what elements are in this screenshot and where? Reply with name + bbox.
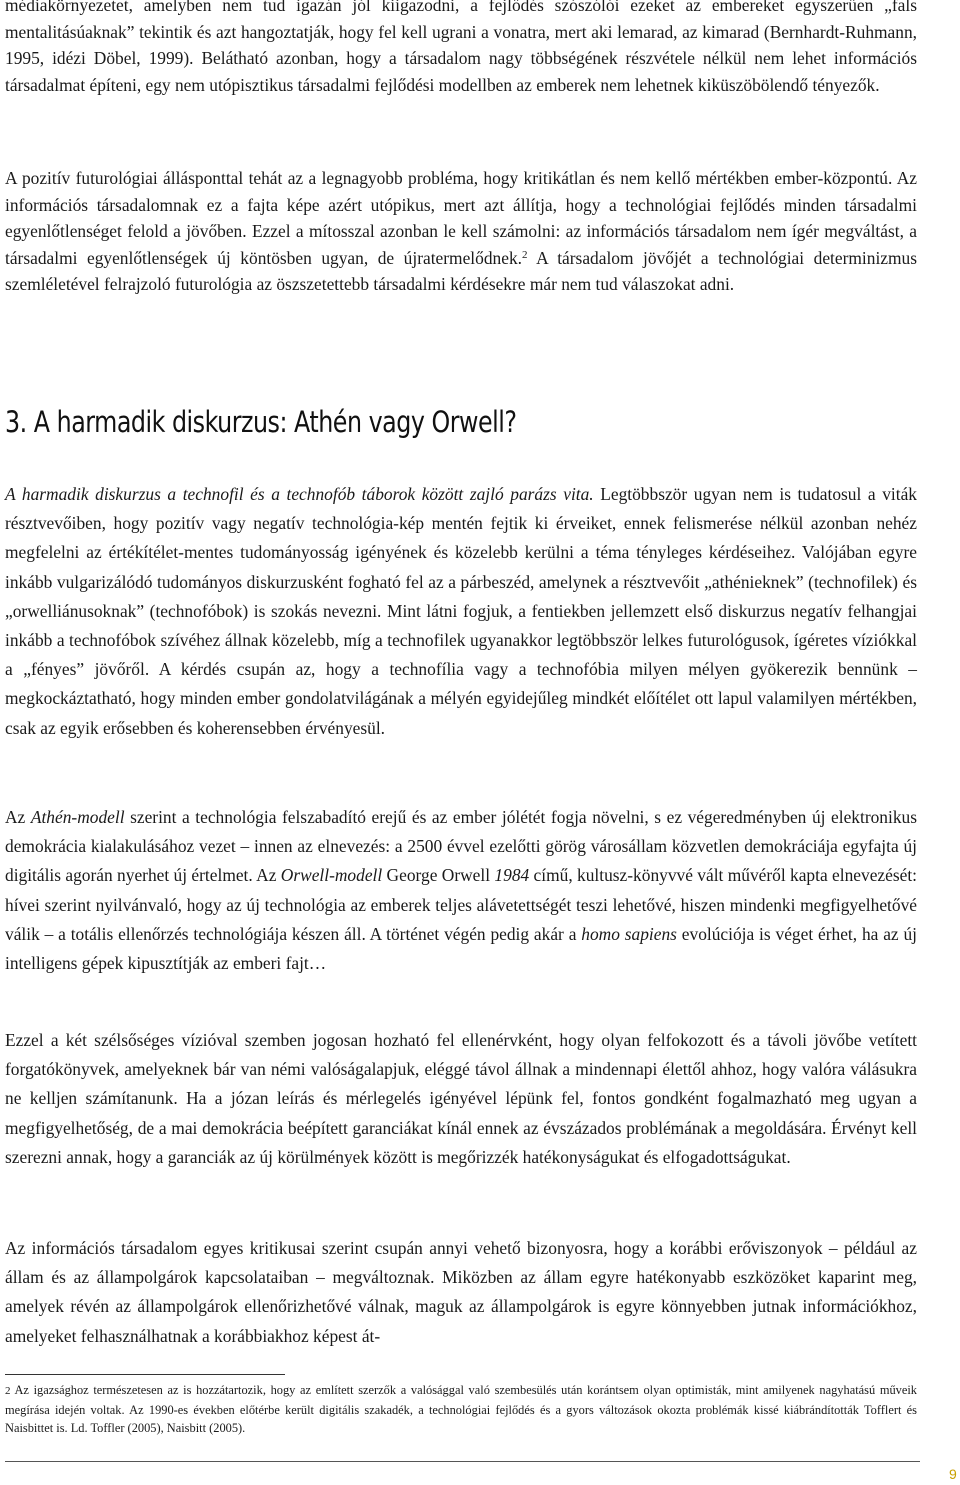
section-heading: 3. A harmadik diskurzus: Athén vagy Orwell? <box>5 405 517 439</box>
paragraph-3-italic-lead: A harmadik diskurzus a technofil és a technofób táborok között zajló parázs vita. <box>5 484 594 504</box>
paragraph-4 <box>5 803 917 978</box>
footnote-reference[interactable]: 2 <box>521 248 528 261</box>
paragraph-4-text-a: Az <box>5 807 31 827</box>
footnote <box>5 1381 917 1438</box>
homo-sapiens-term: homo sapiens <box>581 923 677 944</box>
paragraph-1-text: médiakörnyezetet, amelyben nem tud igazán jól kiigazodni, a fejlődés szószólói ezeket az embereket egyszerűen „fals mentalitásúaknak” tekintik és azt hangoztatják, hogy fel kell ugrani a vonatra, mert aki lemarad, az kimarad (Bernhardt-Ruhmann, 1995, idézi Döbel, 1999). Belátható azonban, hogy a társadalom nagy többségének részvétele nélkül nem lehet információs társadalmat építeni, egy nem utópisztikus társadalmi fejlődési modellben az emberek nem lehetnek kiküszöbölendő tényezők. <box>5 0 917 95</box>
athen-model-term: Athén-modell <box>30 807 125 827</box>
paragraph-5-text: Ezzel a két szélsőséges vízióval szemben jogosan hozható fel ellenérvként, hogy olyan felfokozott és a távoli jövőbe vetített forgatókönyvek, amelyeknek bár van némi valóságalapjuk, eléggé távol állnak a mindennapi élettől ahhoz, hogy valóra válásukra ne kelljen számítanunk. Ha a józan leírás és mérlegelés igényével lépünk fel, fontos gondként fogalmazható meg ugyan a megfigyelhetőség, de a mai demokrácia beépített garanciákat kínál ennek az évszázados problémának a megoldására. Érvényt kell szerezni annak, hogy a garanciák az új körülmények között is megőrizzék hatékonyságukat és elfogadottságukat. <box>5 1030 917 1167</box>
paragraph-2-text-a: A pozitív futurológiai állásponttal tehát az a legnagyobb probléma, hogy kritikátlan és nem kellő mértékben ember-központú. Az információs társadalomnak ez a fajta képe azért utópikus, mert azt állítja, hogy a technológiai fejlődés minden társadalmi egyenlőtlenséget felold a jövőben. Ezzel a mítosszal azonban le kell számolni: az információs társadalom nem ígér megváltást, a társadalmi egyenlőtlenségek új köntösben ugyan, de újratermelődnek. <box>5 168 917 268</box>
footnote-text: Az igazsághoz természetesen az is hozzátartozik, hogy az említett szerzők a valósággal való szembesülés után korántsem olyan optimisták, mint amilyenek nagyhatású műveik megírása idején voltak. Az 1990-es években előtérbe került digitális szakadék, a technológiai fejlődés és a gyors változások okozta problémák kissé kiábrándították Tofflert és Naisbittet is. Ld. Toffler (2005), Naisbitt (2005). <box>5 1383 917 1436</box>
paragraph-4-text-b: szerint a technológia felszabadító erejű és az ember jólétét fogja növelni, s ez végeredményben új elektronikus demokrácia kialakulásához vezet – innen az elnevezés: a 2500 évvel ezelőtti görög városállam közvetlen demokráciája egyfajta új digitális agorán nyerhet új értelmet. Az <box>5 807 917 886</box>
page-number: 9 <box>949 1466 957 1482</box>
paragraph-3-text: Legtöbbször ugyan nem is tudatosul a viták résztvevőiben, hogy pozitív vagy negatív technológia-kép mentén fejtik ki érveiket, ennek felismerése nélkül azonban nehéz megfelelni az értékítélet-mentes tudományosság igényének és közelebb kerülni a téma tényleges kérdéseihez. Valójában egyre inkább vulgarizálódó tudományos diskurzusként fogható fel az a párbeszéd, amelynek a résztvevőit „athénieknek” (technofilek) és „orwelliánusoknak” (technofóbok) is szokás nevezni. Mint látni fogjuk, a fentiekben jellemzett első diskurzus negatív felhangjai inkább a technofóbok szívéhez állnak közelebb, míg a technofilek ugyanakkor legtöbbször lelkes futurológusok, ígéretes víziókkal a „fényes” jövőről. A kérdés csupán az, hogy a technofília vagy a technofóbia milyen mélyen gyökerezik bennünk – megkockáztatható, hogy minden ember gondolatvilágának a mélyén egyidejűleg mindkét előítélet ott lapul valamilyen mértékben, csak az egyik erősebben és koherensebben érvényesül. <box>5 484 917 738</box>
paragraph-3 <box>5 480 917 743</box>
paragraph-6 <box>5 1234 917 1351</box>
paragraph-4-text-c: George Orwell <box>382 865 495 886</box>
footnote-number: 2 <box>5 1385 11 1397</box>
paragraph-2-text-b: A társadalom jövőjét a technológiai determinizmus szemléletével felrajzoló futurológia az öszszetettebb társadalmi kérdésekre már nem tud válaszokat adni. <box>5 247 917 295</box>
footer-divider <box>5 1461 920 1462</box>
paragraph-4-text-d: című, kultusz-könyvvé vált művéről kapta elnevezését: hívei szerint nyilvánvaló, hogy az új technológia az emberek teljes alávetettségét teszi lehetővé, hiszen mindenki megfigyelhetővé válik – a totális ellenőrzés technológiája készen áll. A történet végén pedig akár a <box>5 865 917 944</box>
book-title-1984: 1984 <box>494 865 530 886</box>
paragraph-1 <box>5 0 917 98</box>
paragraph-4-text-e: evolúciója is véget érhet, ha az új intelligens gépek kipusztítják az emberi fajt… <box>5 923 918 974</box>
orwell-model-term: Orwell-modell <box>280 865 383 886</box>
paragraph-2 <box>5 165 917 298</box>
footnote-divider <box>5 1374 285 1375</box>
paragraph-5 <box>5 1026 917 1172</box>
paragraph-6-text: Az információs társadalom egyes kritikusai szerint csupán annyi vehető bizonyosra, hogy a korábbi erőviszonyok – például az állam és az állampolgárok kapcsolataiban – megváltoznak. Miközben az állam egyre hatékonyabb eszközöket kaparint meg, amelyek révén az állampolgárok ellenőrizhetővé válnak, maguk az állampolgárok is egyre könnyebben jutnak információkhoz, amelyeket felhasználhatnak a korábbiakhoz képest át- <box>5 1238 917 1346</box>
